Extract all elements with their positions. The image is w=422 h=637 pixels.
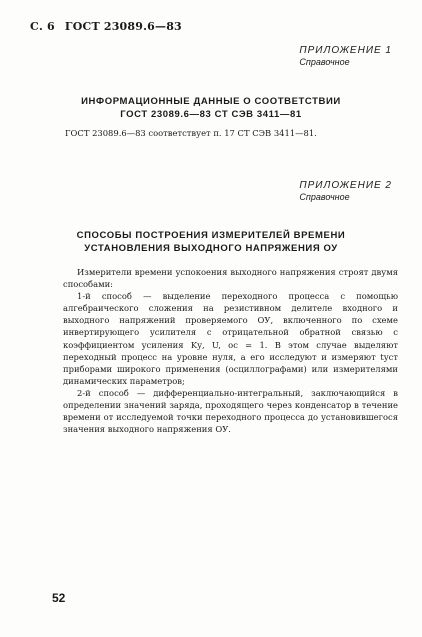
page-number: 52 [52,591,66,605]
methods-heading-line2: УСТАНОВЛЕНИЯ ВЫХОДНОГО НАПРЯЖЕНИЯ ОУ [84,243,338,254]
page-header [30,20,188,33]
methods-body [63,266,398,435]
method-2-paragraph: 2-й способ — дифференциально-интегральный, заключающийся в определении значений заряда, проходящего через конденсатор в течение времени от исследуемой точки переходного процесса до установившегося значения выходного напряжения ОУ. [63,387,398,435]
method-1-paragraph: 1-й способ — выделение переходного процесса с помощью алгебраического сложения на резистивном делителе входного и выходного напряжений проверяемого ОУ, включенного по схеме инвертирующего усилителя с отрицательной обратной связью с коэффициентом усиления Kу, U, ос = 1. В этом случае выделяют переходный процесс на уровне нуля, а его исследуют и измеряют tуст приборами широкого применения (осциллографами) или измерителями динамических параметров; [63,291,398,386]
info-heading-line2: ГОСТ 23089.6—83 СТ СЭВ 3411—81 [120,109,302,120]
page-mark: С. 6 [30,20,55,33]
methods-heading [0,229,422,255]
appendix-1-label [299,45,392,67]
intro-paragraph: Измерители времени успокоения выходного напряжения строят двумя способами: [63,267,398,290]
appendix-1-title: ПРИЛОЖЕНИЕ 1 [299,45,392,56]
appendix-2-subtitle: Справочное [299,192,350,202]
gost-code: ГОСТ 23089.6—83 [64,20,182,33]
info-heading-line1: ИНФОРМАЦИОННЫЕ ДАННЫЕ О СООТВЕТСТВИИ [81,96,341,107]
appendix-2-title: ПРИЛОЖЕНИЕ 2 [299,180,392,191]
info-text: ГОСТ 23089.6—83 соответствует п. 17 СТ СЭВ 3411—81. [65,128,317,138]
appendix-1-subtitle: Справочное [299,57,350,67]
methods-heading-line1: СПОСОБЫ ПОСТРОЕНИЯ ИЗМЕРИТЕЛЕЙ ВРЕМЕНИ [76,230,346,241]
appendix-2-label [299,180,392,202]
info-heading [0,95,422,121]
